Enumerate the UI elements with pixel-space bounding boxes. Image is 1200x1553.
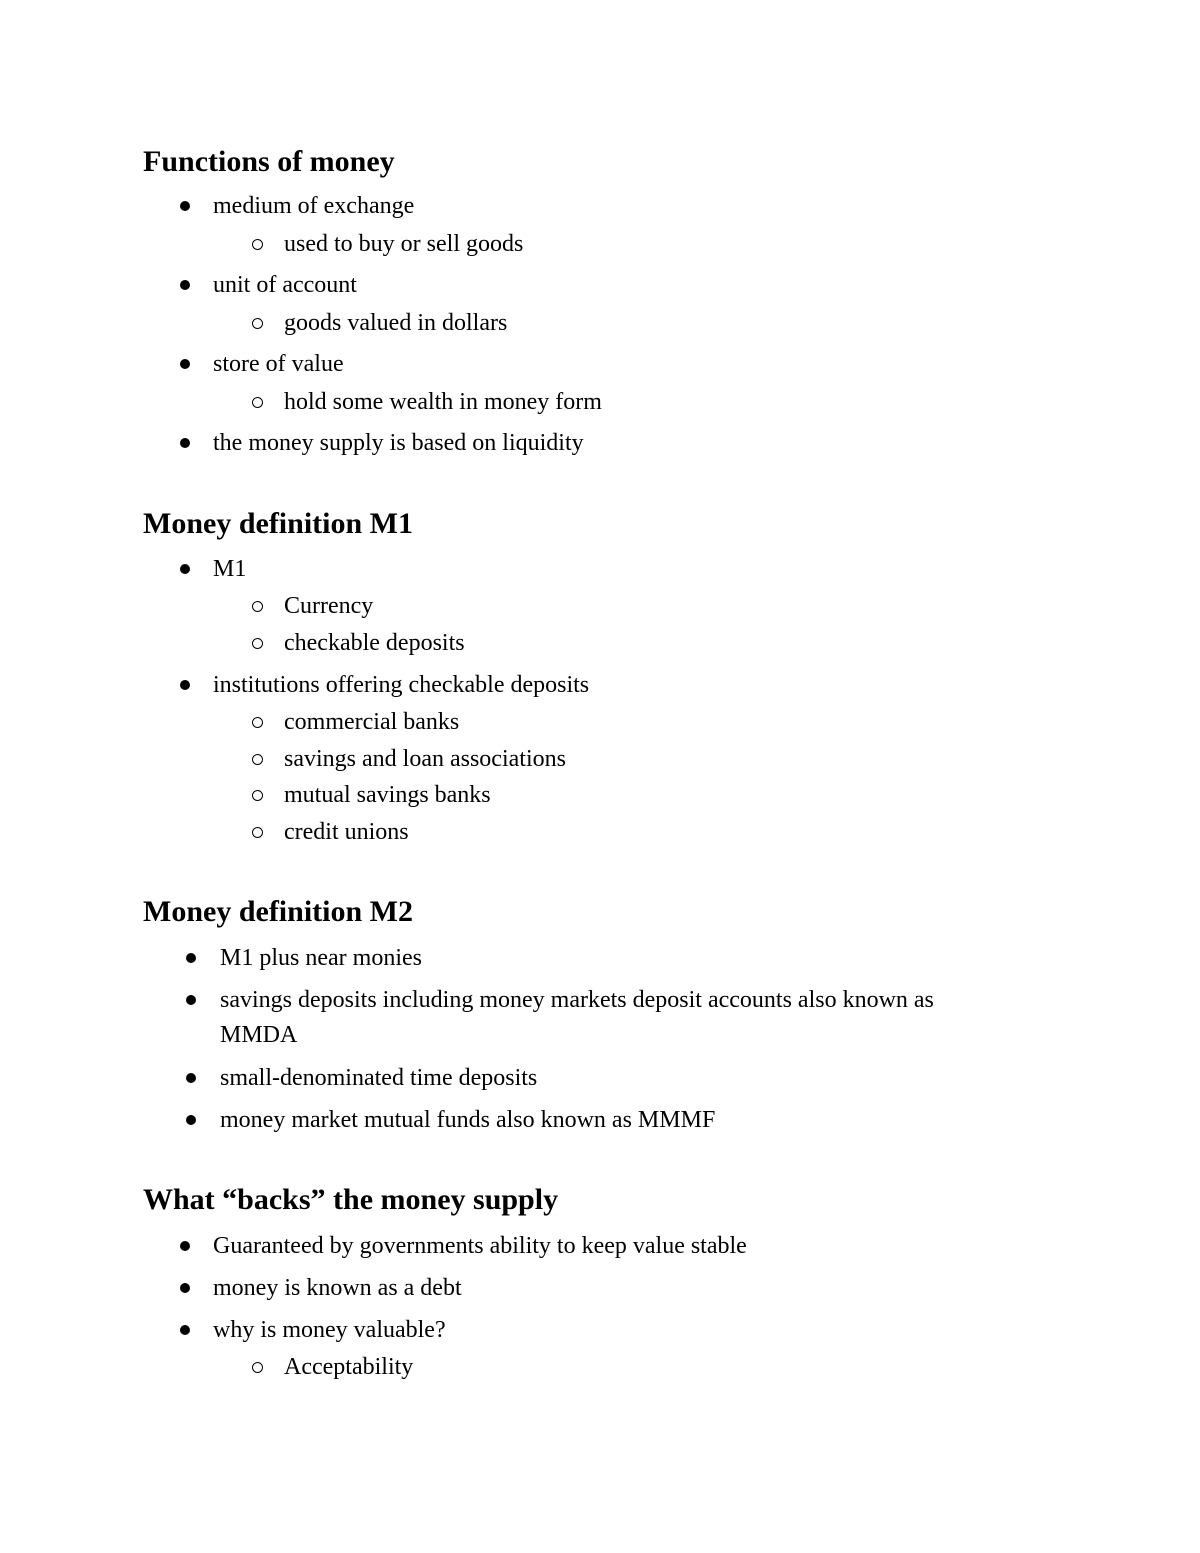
sub-list-item: Acceptability — [284, 1354, 414, 1380]
hollow-bullet-icon — [252, 318, 263, 329]
bullet-icon — [180, 1283, 190, 1293]
list-item: unit of account — [213, 272, 357, 298]
hollow-bullet-icon — [252, 239, 263, 250]
hollow-bullet-icon — [252, 717, 263, 728]
list-item-continuation: MMDA — [220, 1022, 298, 1048]
sub-list-item: commercial banks — [284, 709, 460, 735]
bullet-icon — [186, 1073, 196, 1083]
heading-what-backs-the-money-supply: What “backs” the money supply — [143, 1183, 559, 1216]
hollow-bullet-icon — [252, 638, 263, 649]
hollow-bullet-icon — [252, 601, 263, 612]
hollow-bullet-icon — [252, 790, 263, 801]
list-item: medium of exchange — [213, 193, 415, 219]
heading-money-definition-m1: Money definition M1 — [143, 507, 413, 540]
bullet-icon — [186, 1115, 196, 1125]
heading-money-definition-m2: Money definition M2 — [143, 895, 413, 928]
bullet-icon — [180, 1241, 190, 1251]
bullet-icon — [180, 438, 190, 448]
heading-functions-of-money: Functions of money — [143, 145, 395, 178]
list-item: Guaranteed by governments ability to keep value stable — [213, 1233, 747, 1259]
sub-list-item: Currency — [284, 593, 374, 619]
hollow-bullet-icon — [252, 1362, 263, 1373]
bullet-icon — [180, 680, 190, 690]
list-item: store of value — [213, 351, 344, 377]
hollow-bullet-icon — [252, 754, 263, 765]
bullet-icon — [186, 953, 196, 963]
list-item: M1 plus near monies — [220, 945, 422, 971]
bullet-icon — [180, 280, 190, 290]
sub-list-item: goods valued in dollars — [284, 310, 508, 336]
list-item: why is money valuable? — [213, 1317, 446, 1343]
sub-list-item: checkable deposits — [284, 630, 465, 656]
hollow-bullet-icon — [252, 397, 263, 408]
bullet-icon — [180, 359, 190, 369]
list-item: small-denominated time deposits — [220, 1065, 538, 1091]
sub-list-item: used to buy or sell goods — [284, 231, 524, 257]
hollow-bullet-icon — [252, 827, 263, 838]
bullet-icon — [180, 201, 190, 211]
list-item: M1 — [213, 556, 247, 582]
list-item: money market mutual funds also known as MMMF — [220, 1107, 716, 1133]
list-item: money is known as a debt — [213, 1275, 462, 1301]
sub-list-item: savings and loan associations — [284, 746, 566, 772]
sub-list-item: credit unions — [284, 819, 409, 845]
list-item: institutions offering checkable deposits — [213, 672, 590, 698]
list-item: savings deposits including money markets deposit accounts also known as — [220, 987, 934, 1013]
bullet-icon — [180, 1325, 190, 1335]
bullet-icon — [180, 564, 190, 574]
sub-list-item: mutual savings banks — [284, 782, 491, 808]
list-item: the money supply is based on liquidity — [213, 430, 584, 456]
sub-list-item: hold some wealth in money form — [284, 389, 602, 415]
bullet-icon — [186, 995, 196, 1005]
